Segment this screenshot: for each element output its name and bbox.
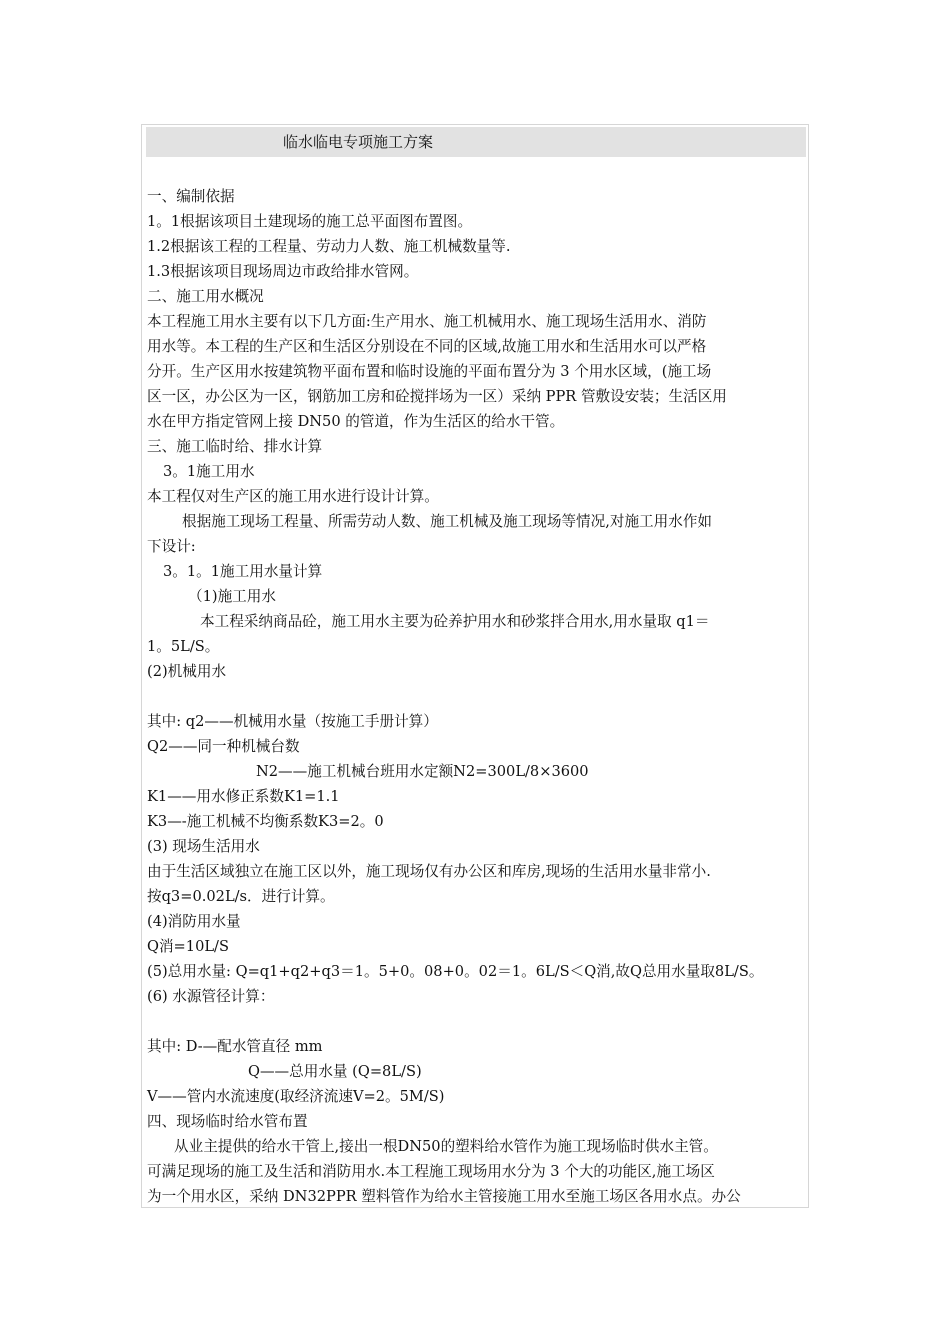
text-line: 分开。生产区用水按建筑物平面布置和临时设施的平面布置分为 3 个用水区域，(施工场: [147, 363, 712, 380]
title-bar: [146, 127, 806, 157]
text-line: 下设计:: [147, 538, 196, 555]
subsection-heading: 3。1。1施工用水量计算: [163, 563, 323, 580]
document-title: 临水临电专项施工方案: [283, 133, 434, 151]
text-line: 水在甲方指定管网上接 DN50 的管道，作为生活区的给水干管。: [147, 413, 565, 430]
text-line: 区一区，办公区为一区，钢筋加工房和砼搅拌场为一区）采纳 PPR 管敷设安装；生活区用: [147, 388, 727, 405]
text-line: Q2——同一种机械台数: [147, 738, 300, 755]
text-line: N2——施工机械台班用水定额N2=300L/8×3600: [256, 763, 589, 780]
text-line: K1——用水修正系数K1=1.1: [147, 788, 340, 805]
text-line: 按q3=0.02L/s．进行计算。: [147, 888, 335, 905]
text-line: 本工程仅对生产区的施工用水进行设计计算。: [147, 488, 439, 505]
text-line: (5)总用水量: Q=q1+q2+q3＝1。5+0。08+0。02＝1。6L/S＜Q消,故Q总用水量取8L/S。: [147, 963, 764, 980]
text-line: (3) 现场生活用水: [147, 838, 260, 855]
text-line: 用水等。本工程的生产区和生活区分别设在不同的区域,故施工用水和生活用水可以严格: [147, 338, 707, 355]
text-line: 1。5L/S。: [147, 638, 220, 655]
text-line: 根据施工现场工程量、所需劳动人数、施工机械及施工现场等情况,对施工用水作如: [182, 513, 713, 530]
text-line: 本工程采纳商品砼，施工用水主要为砼养护用水和砂浆拌合用水,用水量取 q1＝: [200, 613, 710, 630]
text-line: （1)施工用水: [188, 588, 276, 605]
text-line: (4)消防用水量: [147, 913, 241, 930]
text-line: 其中: q2——机械用水量（按施工手册计算）: [147, 713, 438, 730]
text-line: Q消=10L/S: [147, 938, 229, 955]
text-line: 为一个用水区，采纳 DN32PPR 塑料管作为给水主管接施工用水至施工场区各用水点。办公: [147, 1188, 741, 1205]
section-heading-1: 一、编制依据: [147, 188, 235, 205]
section-heading-2: 二、施工用水概况: [147, 288, 264, 305]
section-heading-3: 三、施工临时给、排水计算: [147, 438, 323, 455]
text-line: 1.3根据该项目现场周边市政给排水管网。: [147, 263, 419, 280]
text-line: 从业主提供的给水干管上,接出一根DN50的塑料给水管作为施工现场临时供水主管。: [174, 1138, 718, 1155]
text-line: K3—-施工机械不均衡系数K3=2。0: [147, 813, 384, 830]
document-frame: [141, 124, 809, 1208]
text-line: V——管内水流速度(取经济流速V=2。5M/S): [147, 1088, 445, 1105]
text-line: (6) 水源管径计算：: [147, 988, 275, 1005]
text-line: 由于生活区域独立在施工区以外，施工现场仅有办公区和库房,现场的生活用水量非常小.: [147, 863, 711, 880]
subsection-heading: 3。1施工用水: [163, 463, 255, 480]
text-line: 1。1根据该项目土建现场的施工总平面图布置图。: [147, 213, 473, 230]
section-heading-4: 四、现场临时给水管布置: [147, 1113, 308, 1130]
text-line: Q——总用水量 (Q=8L/S): [248, 1063, 422, 1080]
text-line: 可满足现场的施工及生活和消防用水.本工程施工现场用水分为 3 个大的功能区,施工场区: [147, 1163, 715, 1180]
text-line: 1.2根据该工程的工程量、劳动力人数、施工机械数量等.: [147, 238, 511, 255]
text-line: 本工程施工用水主要有以下几方面:生产用水、施工机械用水、施工现场生活用水、消防: [147, 313, 707, 330]
text-line: (2)机械用水: [147, 663, 227, 680]
text-line: 其中: D-—配水管直径 mm: [147, 1038, 323, 1055]
